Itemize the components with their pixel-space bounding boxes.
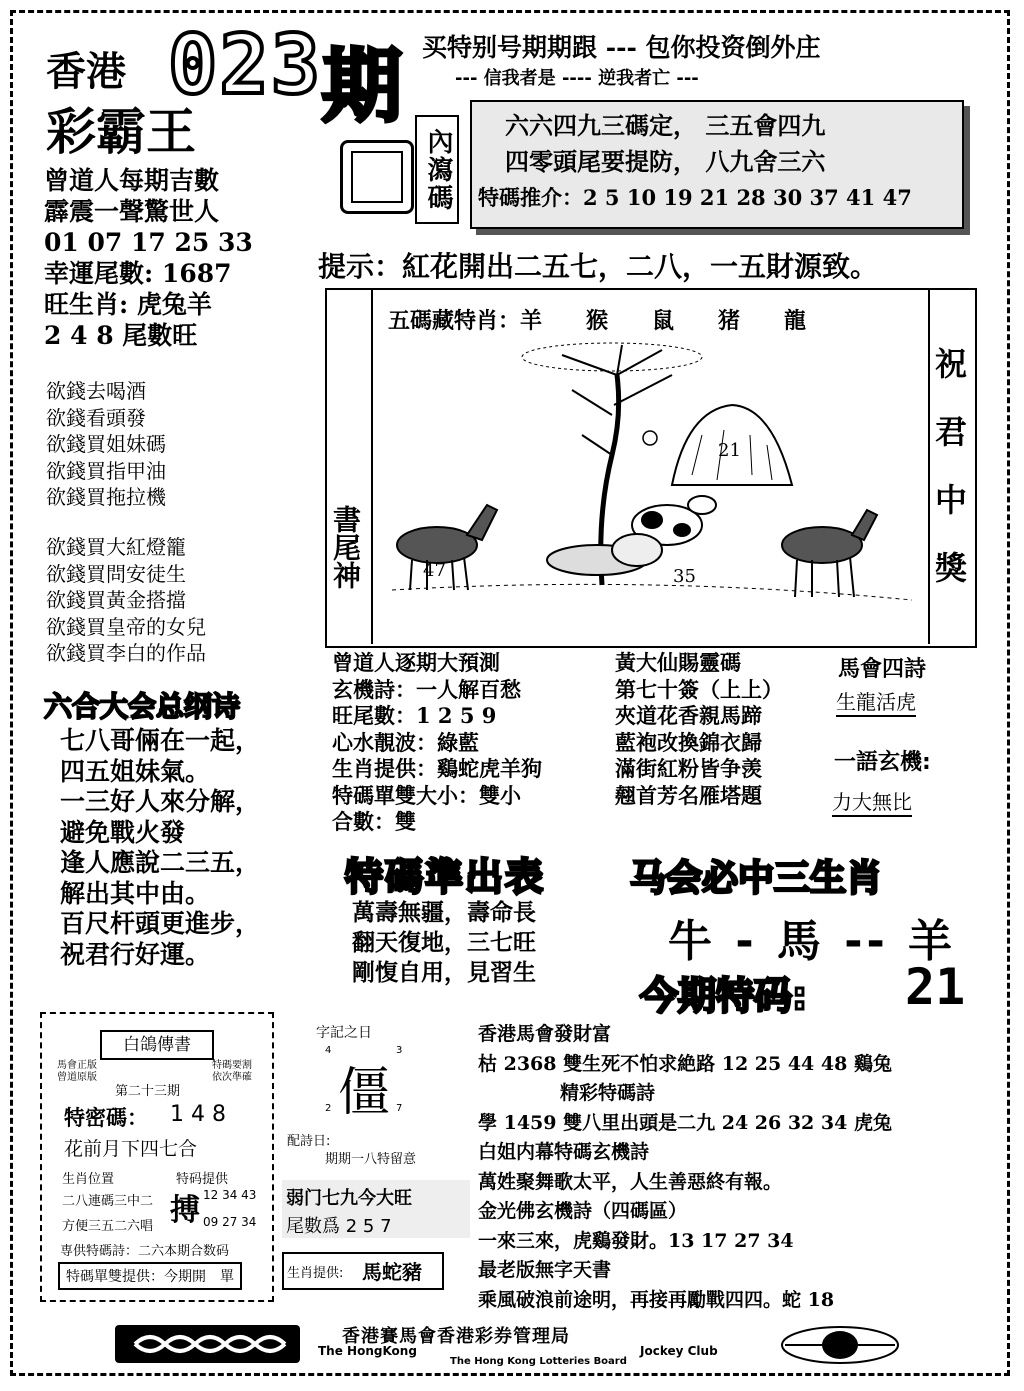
huang-daxian: 黃大仙賜靈碼 第七十簽（上上） 夾道花香親馬蹄 藍袍改換錦衣歸 滿街紅粉皆争羡 翹首芳名雁塔題 xyxy=(615,650,783,808)
zi-big-char: 僵 xyxy=(338,1063,391,1123)
today-label: 今期特码: xyxy=(640,974,808,1018)
zi-n4: 7 xyxy=(396,1103,403,1114)
footer-en2: Jockey Club xyxy=(640,1344,718,1358)
sun-icon xyxy=(643,431,657,445)
left-intro xyxy=(44,165,253,351)
tema-table-title: 特碼準出表 xyxy=(345,855,546,899)
secret-value: 1 4 8 xyxy=(170,1102,226,1127)
brand-top: 香港 xyxy=(46,48,126,95)
right-donkey xyxy=(782,510,877,597)
list-item: 欲錢買姐妹碼 xyxy=(46,432,166,456)
neima-label: 內瀉碼 xyxy=(415,115,459,224)
intro-line: 幸運尾數: 1687 xyxy=(44,259,232,288)
left-number: 47 xyxy=(423,560,446,581)
bottom-right-lines: 香港馬會發財富 枯 2368 雙生死不怕求絶路 12 25 44 48 鷄兔 精彩特碼詩 學 1459 雙八里出頭是二九 24 26 32 34 虎兔 白姐内幕特碼玄機詩 萬姓聚舞歌太平，人生善惡終有報。 金光佛玄機詩（四碼區） 一來三來，虎鷄發財。13 17 27 34 最老版無字天書 乘風破浪前途明，再接再勵戰四四。蛇 18 xyxy=(478,1023,892,1311)
dao-logo-icon xyxy=(340,140,414,214)
intro-line: 曾道人每期吉數 xyxy=(44,166,220,195)
liuhe-poem-lines: 七八哥倆在一起， 四五姐妹氣。 一三好人來分解， 避免戰火發 逢人應說二三五， 解出其中由。 百尺杆頭更進步， 祝君行好運。 xyxy=(60,726,261,969)
lottery-logo-icon xyxy=(780,1325,900,1365)
neima-poem1: 六六四九三碼定， 三五會四九 xyxy=(505,111,826,140)
zi-n3: 2 xyxy=(325,1103,332,1114)
side-right-text: 祝 君 中 獎 xyxy=(934,345,967,587)
want-money-list-2 xyxy=(46,534,206,667)
special-label: 特码提供 xyxy=(176,1172,229,1187)
single-double: 特碼單雙提供：今期開 單 xyxy=(58,1262,242,1290)
lying-animals xyxy=(547,534,662,575)
small-note-a: 馬會正版 曾道原版 xyxy=(57,1060,97,1083)
picture-title: 五碼藏特肖：羊 猴 鼠 猪 龍 xyxy=(388,308,807,334)
small-note-b: 特碼要割 依次準確 xyxy=(212,1060,252,1083)
intro-line: 旺生肖: 虎兔羊 xyxy=(44,290,212,319)
list-item: 欲錢買李白的作品 xyxy=(46,641,206,665)
secret-label: 特密碼： xyxy=(64,1106,148,1130)
footer-org: 香港賽馬會香港彩券管理局 xyxy=(342,1326,570,1347)
intro-line: 2 4 8 尾數旺 xyxy=(44,321,198,350)
special-nums1: 12 34 43 xyxy=(203,1188,257,1202)
list-item: 欲錢買問安徒生 xyxy=(46,561,186,586)
animal-illustration xyxy=(372,335,927,640)
weak-text: 弱门七九今大旺 xyxy=(286,1188,412,1209)
intro-line: 01 07 17 25 33 xyxy=(44,228,253,257)
peishi-text: 期期一八特留意 xyxy=(325,1152,417,1167)
intro-line: 霹震一聲驚世人 xyxy=(44,197,220,226)
side-left-text: 書尾神 xyxy=(329,505,362,589)
tema-table-lines: 萬壽無疆，壽命長 翻天復地，三七旺 剛愎自用，見習生 xyxy=(352,899,536,986)
issue-unit: 期 xyxy=(322,40,402,133)
flower-text: 花前月下四七合 xyxy=(64,1138,198,1160)
tail-text: 尾數爲 2 5 7 xyxy=(286,1216,392,1237)
brand-bottom: 彩霸王 xyxy=(46,102,196,161)
mahui-title: 馬會四詩 xyxy=(838,657,927,682)
special-nums2: 09 27 34 xyxy=(203,1215,257,1229)
three-animals-list: 牛 - 馬 -- 羊 xyxy=(668,916,957,967)
picture-left-strip xyxy=(325,288,373,644)
liuhe-poem-title: 六合大会总纲诗 xyxy=(44,690,241,723)
today-number: 21 xyxy=(905,958,966,1016)
mahui-text: 生龍活虎 xyxy=(836,686,916,717)
list-item: 欲錢去喝酒 xyxy=(46,379,146,403)
mid-number: 35 xyxy=(673,566,696,587)
yiyu-text: 力大無比 xyxy=(832,786,912,817)
zi-n2: 3 xyxy=(396,1045,403,1056)
yiyu-title: 一語玄機: xyxy=(834,750,931,775)
animal-value: 馬蛇豬 xyxy=(362,1260,422,1284)
list-item: 欲錢買黃金搭擋 xyxy=(46,588,186,612)
white-book: 白鴿傳書 xyxy=(100,1030,214,1060)
jockey-logo-icon xyxy=(115,1325,300,1363)
list-item: 欲錢買拖拉機 xyxy=(46,485,166,509)
zi-title: 字記之日 xyxy=(316,1025,372,1041)
bo-char: 搏 xyxy=(170,1193,200,1228)
pos-line1: 二八連碼三中二 xyxy=(62,1194,154,1209)
banner-line2: --- 信我者是 ---- 逆我者亡 --- xyxy=(455,68,699,89)
pos-line2: 方便三五二六唱 xyxy=(62,1219,154,1234)
list-item: 欲錢看頭發 xyxy=(46,405,146,430)
zeng-predict: 曾道人逐期大預測 玄機詩：一人解百愁 旺尾數：1 2 5 9 心水靚波：綠藍 生肖提供：鷄蛇虎羊狗 特碼單雙大小：雙小 合數：雙 xyxy=(332,650,542,834)
three-animals-title: 马会必中三生肖 xyxy=(630,858,883,899)
neima-poem2: 四零頭尾要提防， 八九舍三六 xyxy=(505,147,826,176)
issue-number: 023 xyxy=(168,18,323,113)
pos-label: 生肖位置 xyxy=(62,1172,115,1187)
issue-label: 第二十三期 xyxy=(115,1084,181,1099)
rock-number: 21 xyxy=(718,440,741,461)
footer-en1: The HongKong xyxy=(318,1344,417,1358)
animal-label: 生肖提供: xyxy=(287,1266,344,1281)
want-money-list-1 xyxy=(46,378,166,511)
left-donkey xyxy=(397,505,497,590)
footer-en3: The Hong Kong Lotteries Board xyxy=(450,1356,627,1367)
peishi-label: 配詩日: xyxy=(287,1134,331,1149)
list-item: 欲錢買指甲油 xyxy=(46,458,166,483)
list-item: 欲錢買大紅燈籠 xyxy=(46,535,186,559)
hint-text: 提示：紅花開出二五七，二八，一五財源致。 xyxy=(318,250,879,283)
banner-line1: 买特别号期期跟 --- 包你投资倒外庄 xyxy=(422,33,821,62)
list-item: 欲錢買皇帝的女兒 xyxy=(46,614,206,639)
zhuan-text: 専供特碼詩：二六本期合数码 xyxy=(60,1244,230,1259)
zi-n1: 4 xyxy=(325,1045,332,1056)
neima-tuijie: 特碼推介：2 5 10 19 21 28 30 37 41 47 xyxy=(478,185,912,210)
